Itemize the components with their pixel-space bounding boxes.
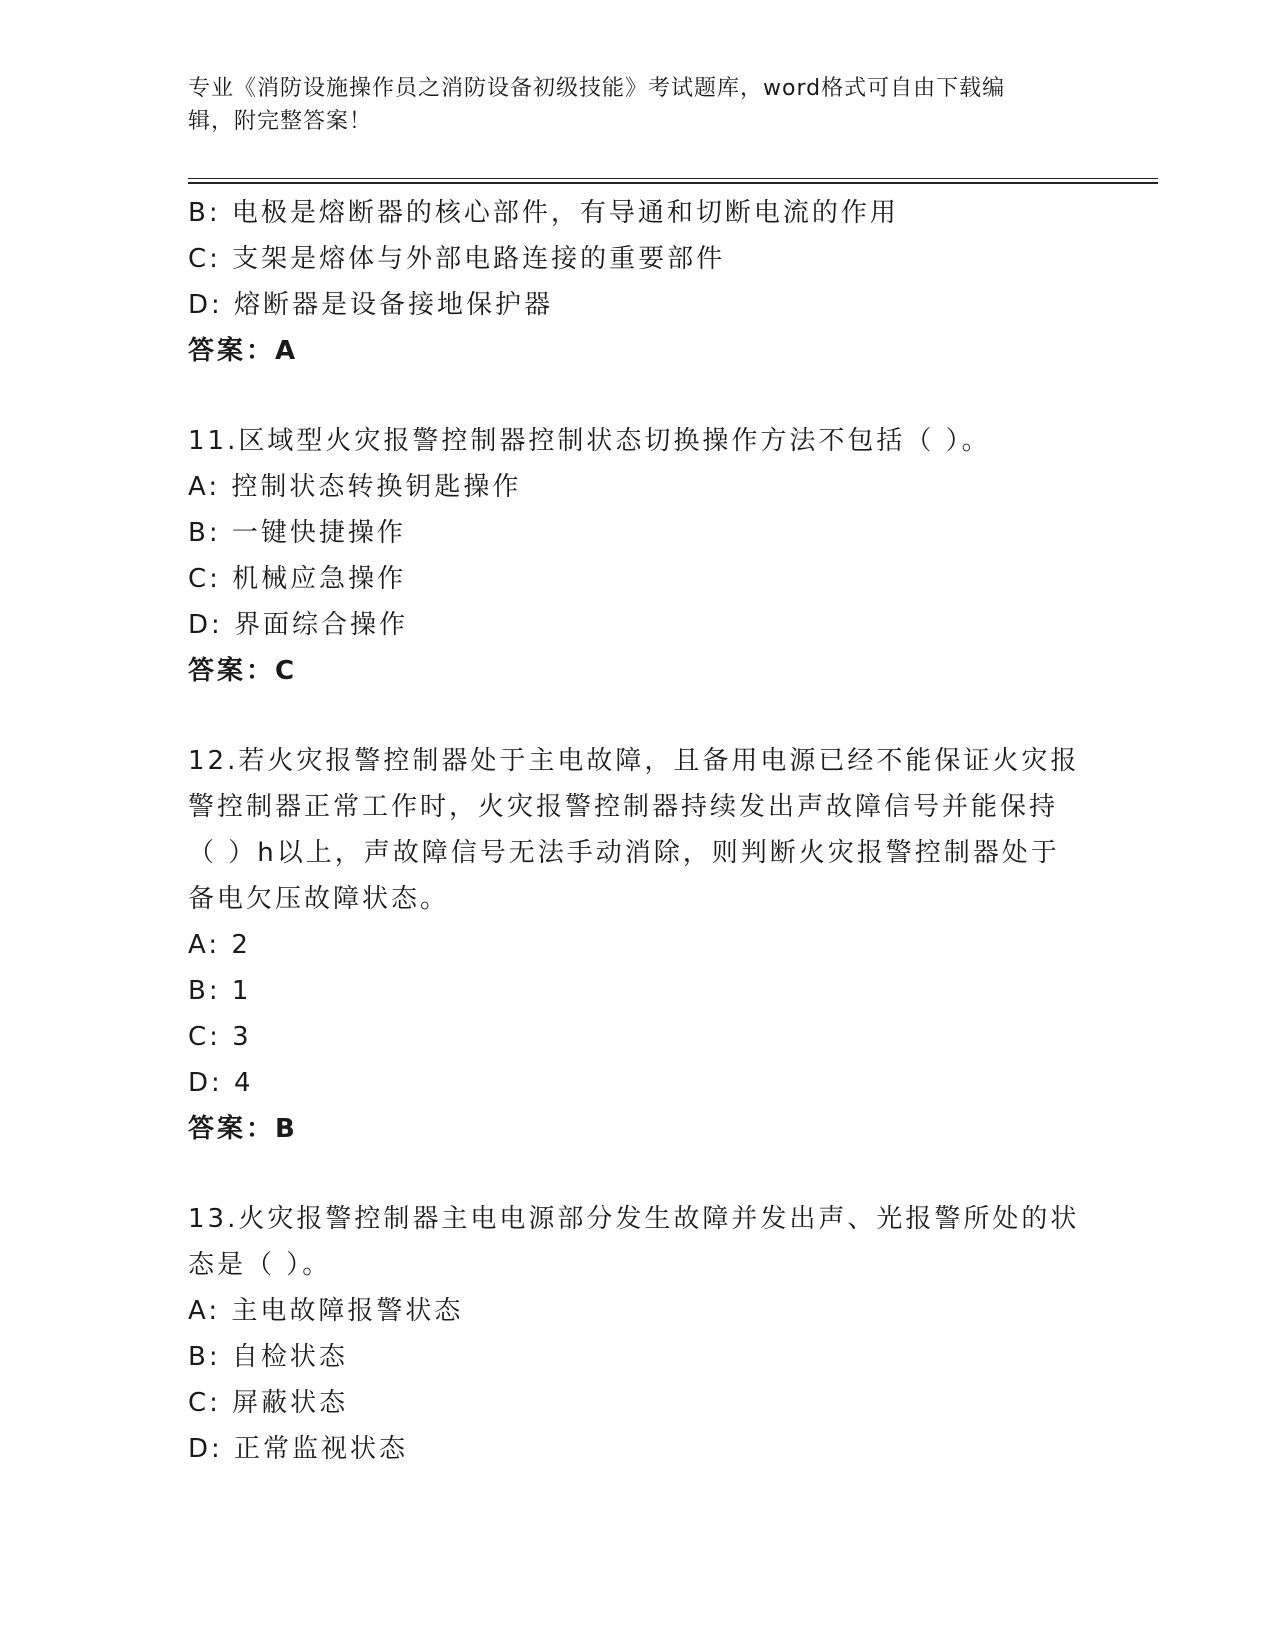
header-line-2: 辑，附完整答案！: [188, 109, 373, 134]
option-c: C: 屏蔽状态: [188, 1388, 349, 1418]
question-text-line: 13.火灾报警控制器主电电源部分发生故障并发出声、光报警所处的状: [188, 1204, 1080, 1234]
option-a: A: 2: [188, 930, 251, 960]
question-block-10: [188, 190, 1088, 374]
header-line-1: 专业《消防设施操作员之消防设备初级技能》考试题库，word格式可自由下载编: [188, 76, 1006, 101]
option-a: A: 主电故障报警状态: [188, 1296, 464, 1326]
option-b: B: 自检状态: [188, 1342, 348, 1372]
header-divider-thin: [188, 178, 1158, 179]
option-d: D: 熔断器是设备接地保护器: [188, 290, 554, 320]
question-text-line: 12.若火灾报警控制器处于主电故障，且备用电源已经不能保证火灾报: [188, 746, 1080, 776]
question-text-line: （ ）h以上，声故障信号无法手动消除，则判断火灾报警控制器处于: [188, 838, 1060, 868]
question-text-line: 态是（ ）。: [188, 1250, 332, 1280]
answer: 答案：B: [188, 1114, 298, 1144]
document-header: [188, 72, 1088, 138]
option-c: C: 3: [188, 1022, 252, 1052]
question-text-line: 备电欠压故障状态。: [188, 884, 450, 914]
option-b: B: 电极是熔断器的核心部件，有导通和切断电流的作用: [188, 198, 899, 228]
option-c: C: 支架是熔体与外部电路连接的重要部件: [188, 244, 726, 274]
option-a: A: 控制状态转换钥匙操作: [188, 472, 522, 502]
answer: 答案：C: [188, 656, 298, 686]
question-block-13: [188, 1196, 1088, 1472]
question-block-11: [188, 418, 1088, 694]
option-d: D: 界面综合操作: [188, 610, 409, 640]
option-c: C: 机械应急操作: [188, 564, 407, 594]
option-b: B: 1: [188, 976, 252, 1006]
question-block-12: [188, 738, 1088, 1152]
question-content: [188, 190, 1088, 1472]
option-b: B: 一键快捷操作: [188, 518, 406, 548]
option-d: D: 正常监视状态: [188, 1434, 409, 1464]
header-divider-thick: [188, 182, 1158, 184]
answer: 答案：A: [188, 336, 299, 366]
question-text-line: 警控制器正常工作时，火灾报警控制器持续发出声故障信号并能保持: [188, 792, 1059, 822]
question-text-line: 11.区域型火灾报警控制器控制状态切换操作方法不包括（ ）。: [188, 426, 991, 456]
option-d: D: 4: [188, 1068, 254, 1098]
